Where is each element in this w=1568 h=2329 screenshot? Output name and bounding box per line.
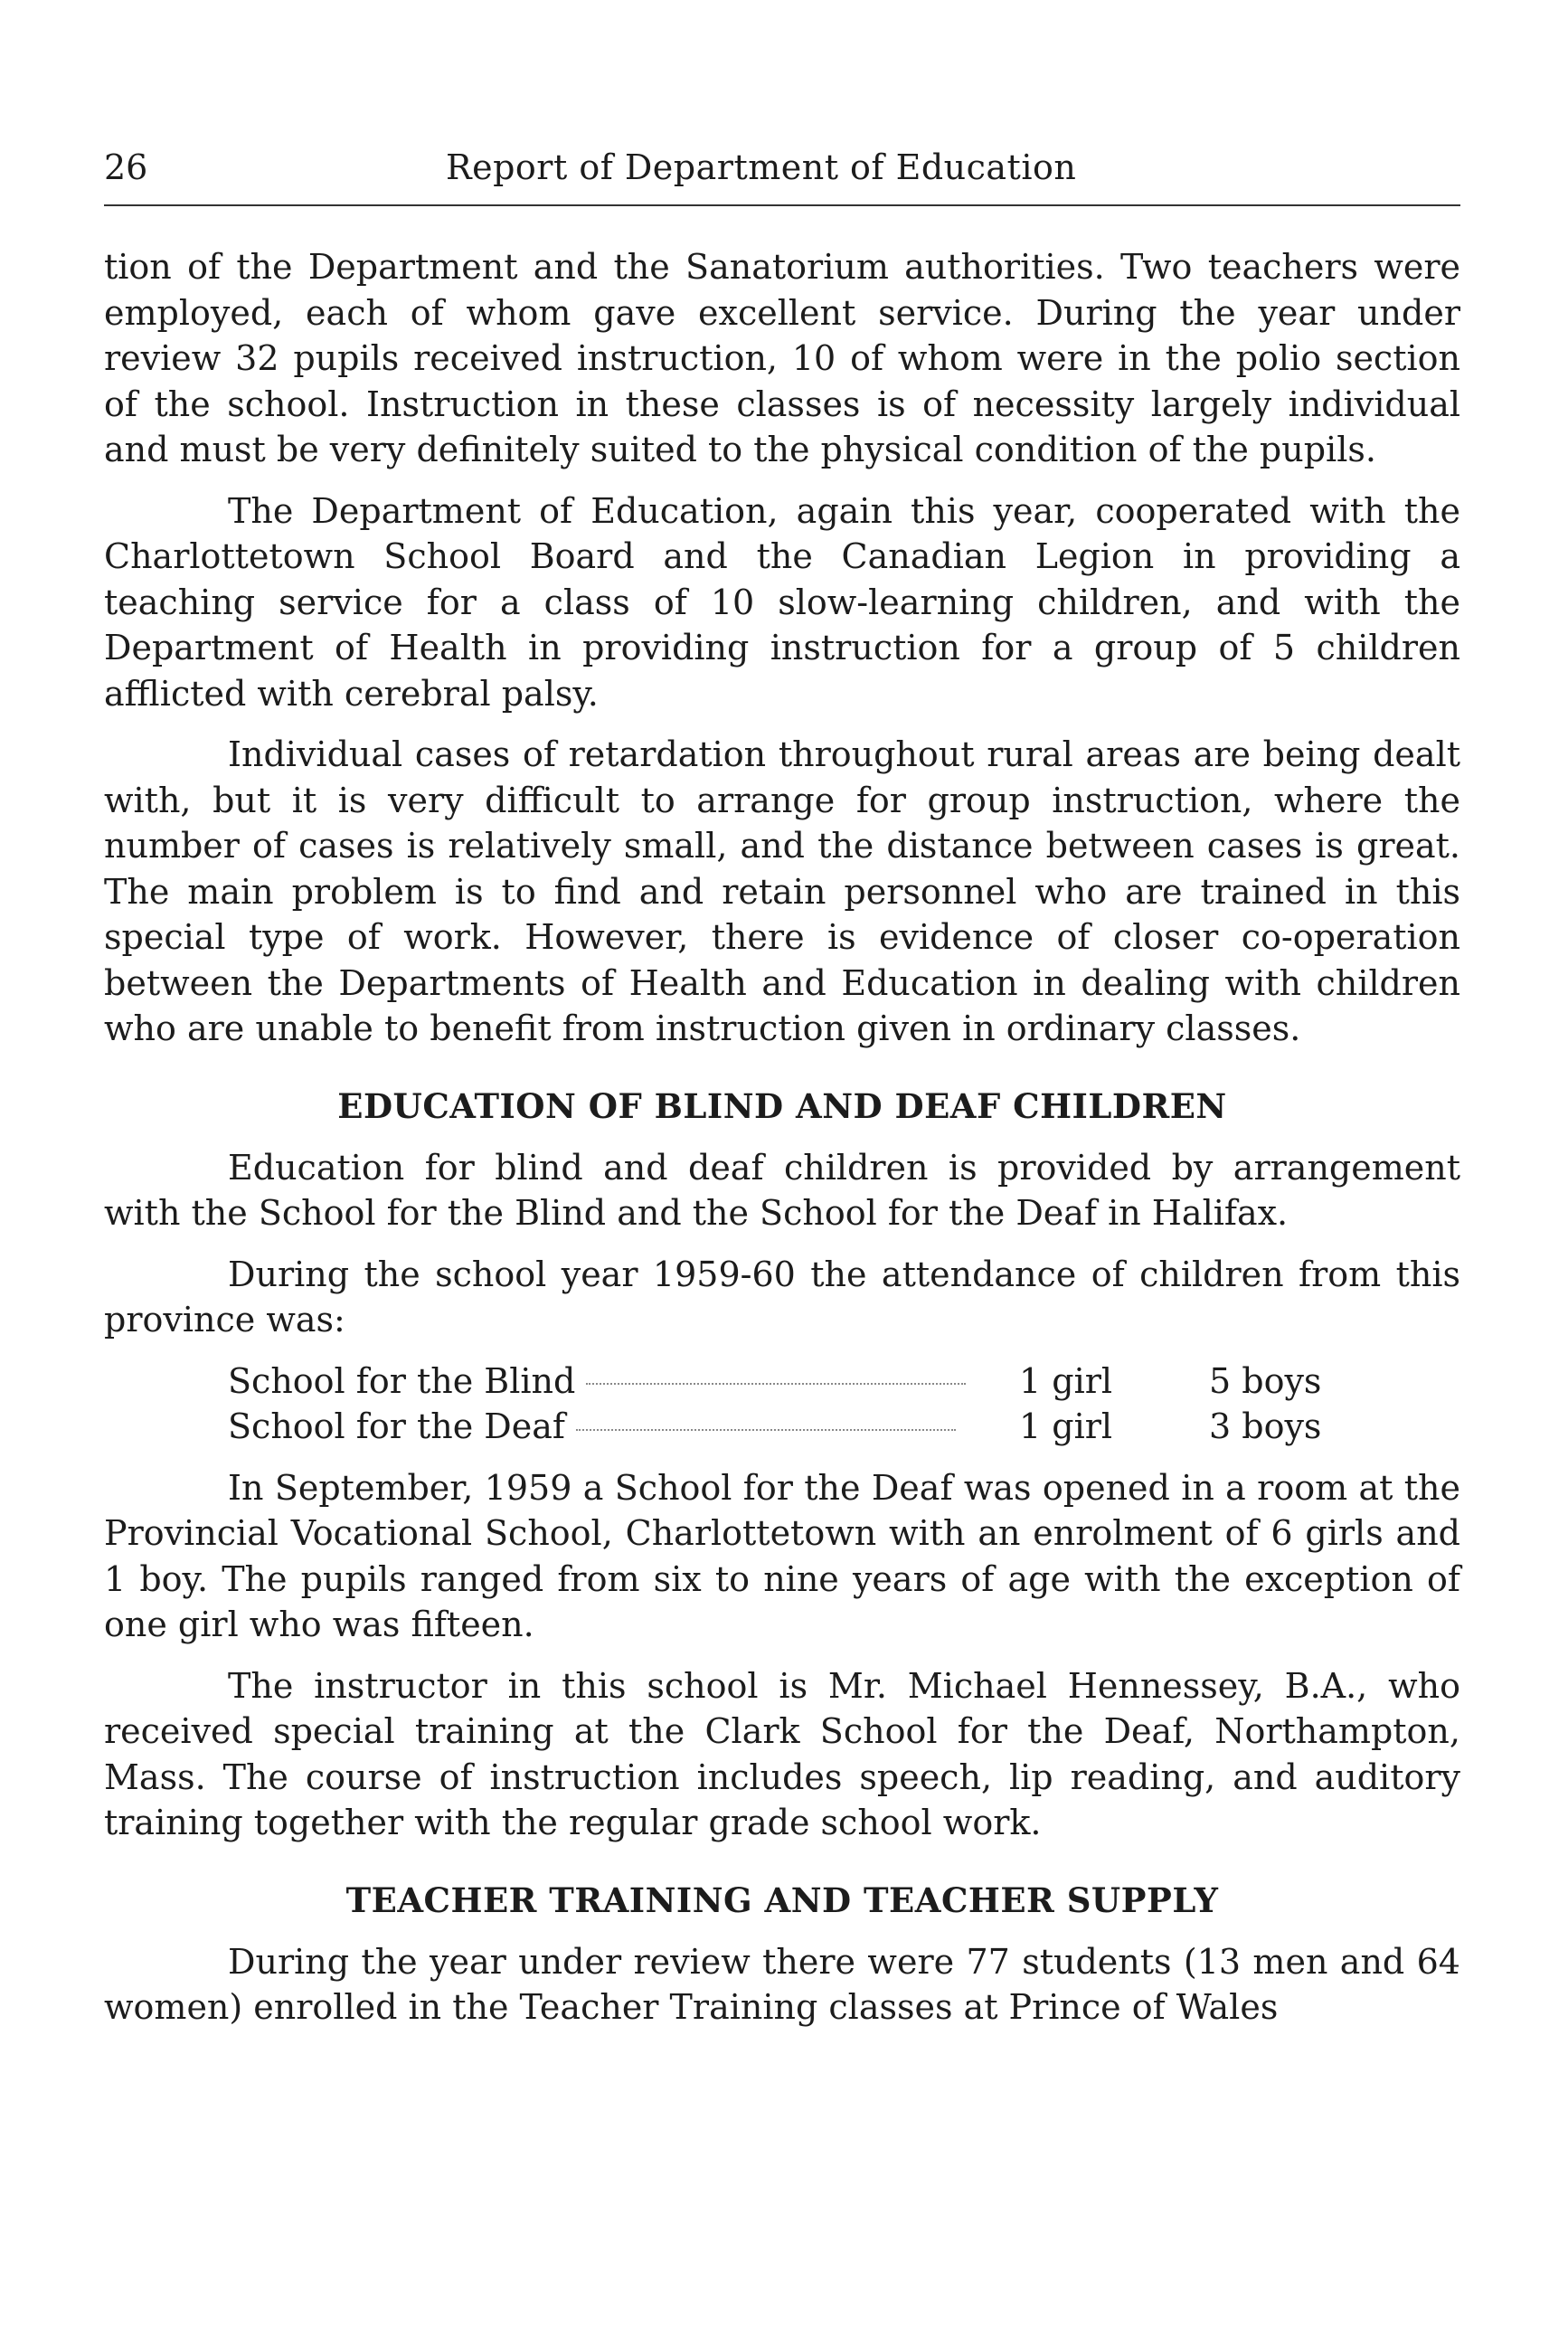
running-title: Report of Department of Education [446,147,1077,187]
attendance-school-cell [228,1359,1019,1405]
paragraph-slow-learning: The Department of Education, again this year, cooperated with the Charlottetown School Board and the Canadian Legion in providing a teaching service for a class of 10 slow-learning children, and with the Department of Health in providing instruction for a group of 5 children afflicted with cerebral palsy. [104,490,1460,714]
dot-leader [586,1383,966,1385]
attendance-boys-cell: 3 boys [1209,1406,1322,1446]
paragraph-deaf-school-opened: In September, 1959 a School for the Deaf was opened in a room at the Provincial Vocational School, Charlottetown with an enrolment of 6 girls and 1 boy. The pupils ranged from six to nine years of age with the exception of one girl who was fifteen. [104,1467,1460,1644]
attendance-school-cell [228,1404,1019,1450]
page-body [104,244,1460,2046]
paragraph-retardation: Individual cases of retardation throughout rural areas are being dealt with, but it is very difficult to arrange for group instruction, where the number of cases is relatively small, and the distance between cases is great. The main problem is to find and retain personnel who are trained in this special type of work. However, there is evidence of closer co-operation between the Departments of Health and Education in dealing with children who are unable to benefit from instruction given in ordinary classes. [104,734,1460,1048]
attendance-girls-cell: 1 girl [1019,1360,1113,1401]
paragraph-blind-deaf-arrangement: Education for blind and deaf children is provided by arrangement with the School for the Blind and the School for the Deaf in Halifax. [104,1147,1460,1233]
header-rule [104,204,1460,206]
school-name: School for the Deaf [228,1406,574,1446]
school-name: School for the Blind [228,1361,584,1401]
dot-leader [576,1429,956,1431]
attendance-boys-cell: 5 boys [1209,1360,1322,1401]
paragraph-sanatorium-continued: tion of the Department and the Sanatorium authorities. Two teachers were employed, each of whom gave excellent service. During the year under review 32 pupils received instruction, 10 of whom were in the polio section of the school. Instruction in these classes is of necessity largely individual and must be very definitely suited to the physical condition of the pupils. [104,247,1460,469]
document-page [104,145,1460,2027]
paragraph-teacher-training: During the year under review there were 77 students (13 men and 64 women) enrolled in the Teacher Training classes at Prince of Wales [104,1941,1460,2027]
section-heading-blind-deaf: EDUCATION OF BLIND AND DEAF CHILDREN [337,1085,1227,1126]
attendance-table [228,1359,1390,1450]
page-header [104,145,1460,190]
table-row [228,1404,1390,1450]
table-row [228,1359,1390,1405]
paragraph-instructor: The instructor in this school is Mr. Michael Hennessey, B.A., who received special training at the Clark School for the Deaf, Northampton, Mass. The course of instruction includes speech, lip reading, and auditory training together with the regular grade school work. [104,1665,1460,1842]
attendance-girls-cell: 1 girl [1019,1406,1113,1446]
paragraph-attendance-intro: During the school year 1959-60 the attendance of children from this province was: [104,1254,1460,1340]
section-heading-teacher-training: TEACHER TRAINING AND TEACHER SUPPLY [345,1879,1219,1920]
page-number: 26 [104,147,148,187]
